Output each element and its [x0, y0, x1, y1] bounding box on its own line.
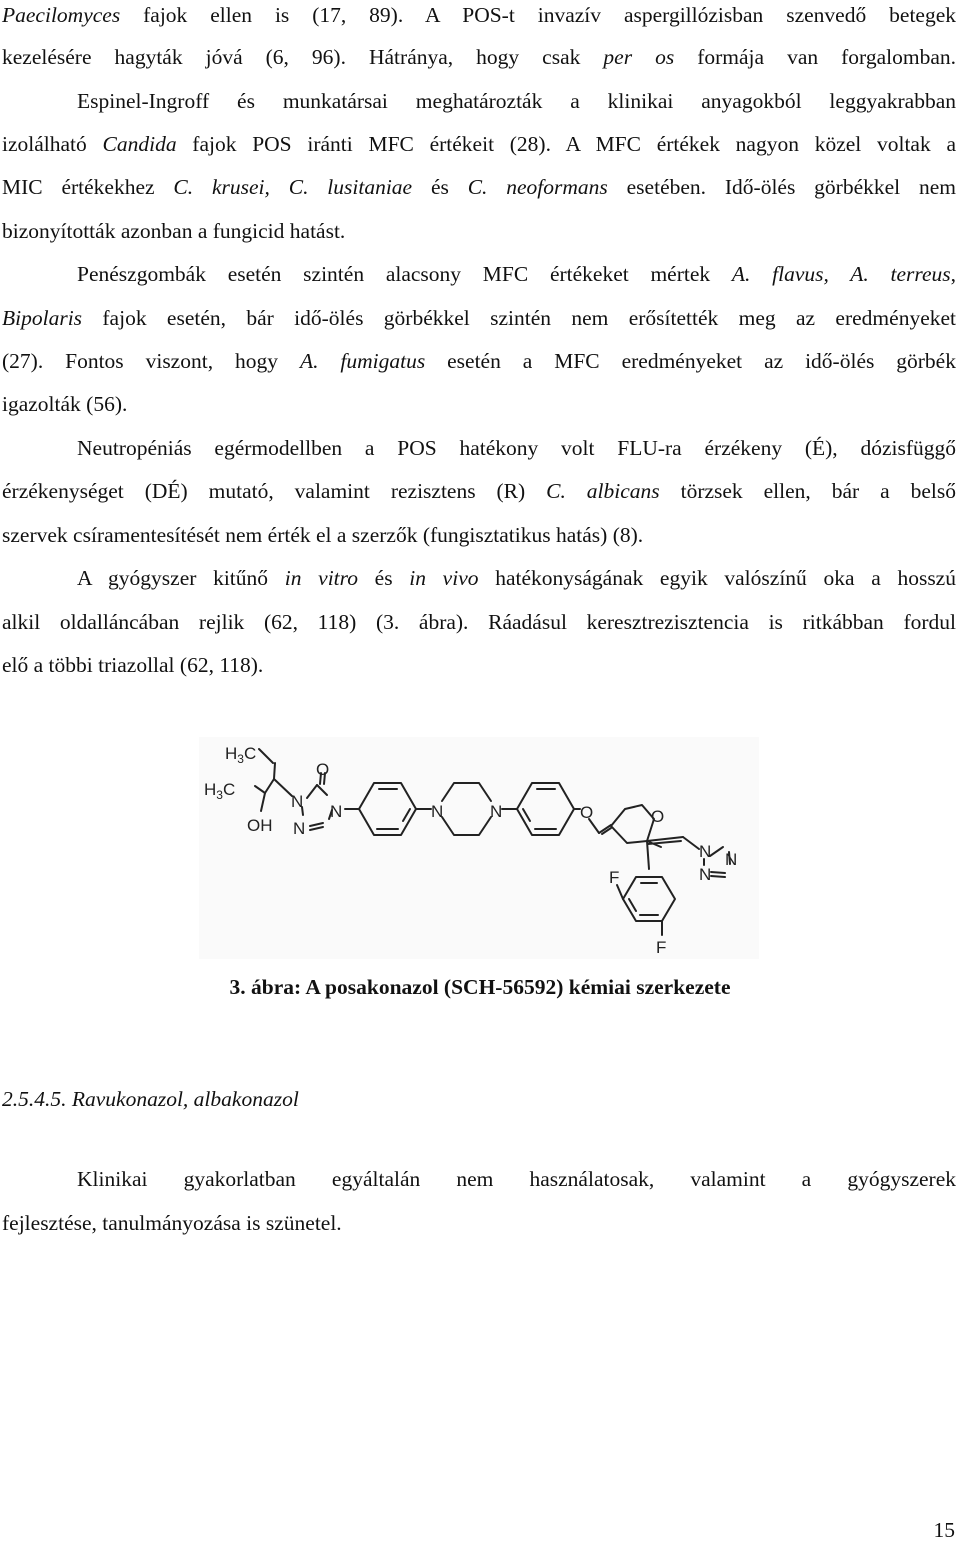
- atom-label-f: F: [609, 868, 620, 887]
- posaconazole-structure-figure: [199, 737, 759, 959]
- atom-label: $H_3C$: [225, 744, 257, 766]
- text-line: Penészgombák esetén szintén alacsony MFC értékeket mértek A. flavus, A. terreus,: [77, 262, 956, 286]
- atom-label-n: N: [490, 802, 503, 821]
- text-line: Espinel-Ingroff és munkatársai meghatározták a klinikai anyagokból leggyakrabban: [77, 89, 956, 113]
- structure-svg: [199, 737, 759, 959]
- atom-label-n: N: [431, 802, 444, 821]
- atom-label-o: O: [651, 807, 665, 826]
- page-number: 15: [933, 1518, 955, 1542]
- figure-caption: 3. ábra: A posakonazol (SCH-56592) kémiai szerkezete: [229, 975, 731, 999]
- atom-label-n: N: [293, 819, 306, 838]
- atom-label-n: N: [725, 850, 738, 869]
- text-line: szervek csíramentesítését nem érték el a szerzők (fungisztatikus hatás) (8).: [2, 523, 644, 547]
- text-line: bizonyították azonban a fungicid hatást.: [2, 219, 346, 243]
- text-line: fejlesztése, tanulmányozása is szünetel.: [2, 1211, 342, 1235]
- text-line: Bipolaris fajok esetén, bár idő-ölés görbékkel szintén nem erősítették meg az eredményeket: [2, 306, 956, 330]
- atom-label-n: N: [330, 802, 343, 821]
- atom-label-o: O: [580, 803, 594, 822]
- text-line: alkil oldalláncában rejlik (62, 118) (3. ábra). Ráadásul keresztrezisztencia is ritkábban fordul: [2, 610, 956, 634]
- text-line: érzékenységet (DÉ) mutató, valamint rezisztens (R) C. albicans törzsek ellen, bár a belső: [2, 479, 956, 503]
- atom-label-n: N: [291, 792, 304, 811]
- text-line: igazolták (56).: [2, 392, 128, 416]
- section-heading: 2.5.4.5. Ravukonazol, albakonazol: [2, 1087, 299, 1111]
- atom-label-n: N: [699, 842, 712, 861]
- atom-label: $H_3C$: [204, 780, 236, 802]
- text-line: (27). Fontos viszont, hogy A. fumigatus esetén a MFC eredményeket az idő-ölés görbék: [2, 349, 956, 373]
- text-line: Neutropéniás egérmodellben a POS hatékony volt FLU-ra érzékeny (É), dózisfüggő: [77, 436, 956, 460]
- atom-label-o: O: [316, 760, 330, 779]
- atom-label-n: N: [699, 865, 712, 884]
- text-line: kezelésére hagyták jóvá (6, 96). Hátránya, hogy csak per os formája van forgalomban.: [2, 45, 956, 69]
- text-line: MIC értékekhez C. krusei, C. lusitaniae és C. neoformans esetében. Idő-ölés görbékkel nem: [2, 175, 956, 199]
- text-line: elő a többi triazollal (62, 118).: [2, 653, 264, 677]
- text-line: izolálható Candida fajok POS iránti MFC értékeit (28). A MFC értékek nagyon közel voltak a: [2, 132, 956, 156]
- atom-label-f: F: [656, 938, 667, 957]
- atom-label-oh: OH: [247, 816, 273, 835]
- text-line: A gyógyszer kitűnő in vitro és in vivo hatékonyságának egyik valószínű oka a hosszú: [77, 566, 956, 590]
- text-line: Klinikai gyakorlatban egyáltalán nem használatosak, valamint a gyógyszerek: [77, 1167, 956, 1191]
- text-line: Paecilomyces fajok ellen is (17, 89). A POS-t invazív aspergillózisban szenvedő betegek: [2, 3, 956, 27]
